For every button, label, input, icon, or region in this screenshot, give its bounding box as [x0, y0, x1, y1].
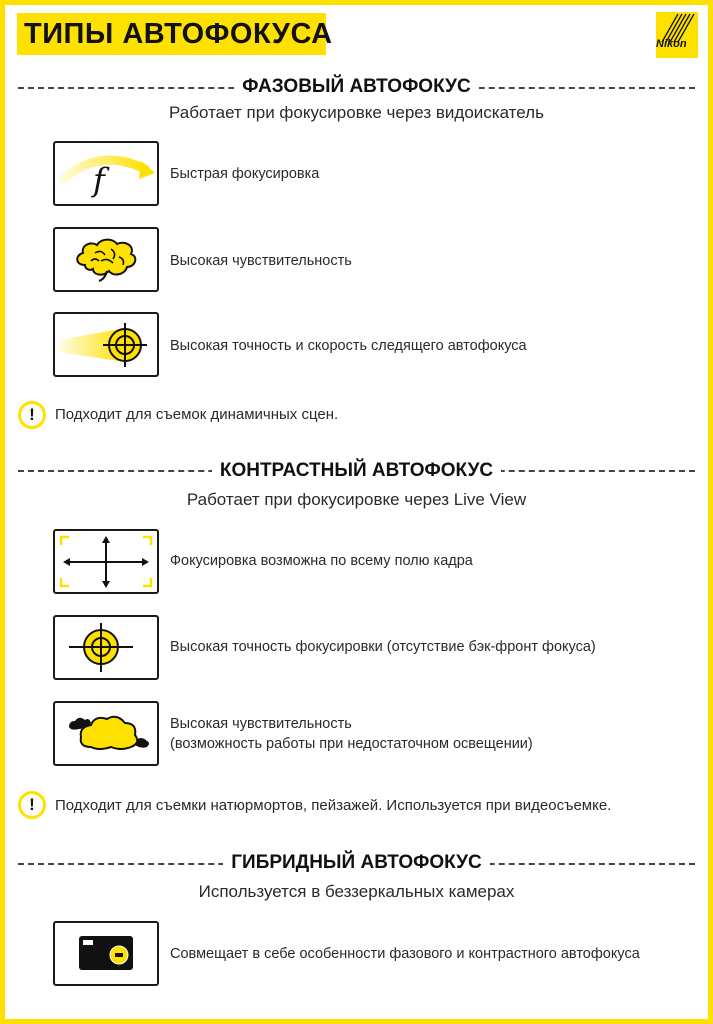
section-subtitle: Работает при фокусировке через видоискатель	[169, 103, 544, 122]
alert-icon: !	[18, 791, 46, 819]
feature-text: Фокусировка возможна по всему полю кадра	[170, 553, 473, 569]
feature-text: Высокая точность фокусировки (отсутствие бэк-фронт фокуса)	[170, 639, 596, 655]
logo-text: Nikon	[656, 38, 687, 50]
feature-card	[53, 529, 159, 594]
full-frame-arrows-icon	[55, 531, 157, 592]
cloud-icon	[55, 703, 157, 764]
brain-icon	[55, 229, 157, 290]
feature-text: Высокая чувствительность	[170, 716, 352, 732]
feature-card	[53, 615, 159, 680]
feature-text: Высокая точность и скорость следящего автофокуса	[170, 338, 527, 354]
section-title: ГИБРИДНЫЙ АВТОФОКУС	[0, 851, 713, 875]
speed-arrow-icon	[55, 143, 157, 204]
feature-text: Высокая чувствительность	[170, 253, 352, 269]
section-subtitle: Используется в беззеркальных камерах	[198, 882, 515, 901]
feature-card	[53, 312, 159, 377]
feature-card	[53, 921, 159, 986]
camera-icon	[55, 923, 157, 984]
page-title: ТИПЫ АВТОФОКУСА	[24, 18, 333, 50]
feature-card	[53, 141, 159, 206]
tracking-crosshair-icon	[55, 314, 157, 375]
feature-text: Быстрая фокусировка	[170, 166, 320, 182]
crosshair-icon	[55, 617, 157, 678]
feature-text: (возможность работы при недостаточном освещении)	[170, 736, 533, 752]
section-title: ФАЗОВЫЙ АВТОФОКУС	[0, 75, 713, 99]
svg-text:f: f	[93, 161, 105, 199]
section-note: Подходит для съемки натюрмортов, пейзажей. Используется при видеосъемке.	[55, 797, 612, 814]
section-title: КОНТРАСТНЫЙ АВТОФОКУС	[0, 459, 713, 483]
alert-icon: !	[18, 401, 46, 429]
nikon-logo-icon	[652, 12, 698, 58]
feature-text: Совмещает в себе особенности фазового и контрастного автофокуса	[170, 946, 640, 962]
feature-card	[53, 227, 159, 292]
section-note: Подходит для съемок динамичных сцен.	[55, 406, 339, 423]
feature-card	[53, 701, 159, 766]
section-subtitle: Работает при фокусировке через Live View	[186, 490, 527, 509]
